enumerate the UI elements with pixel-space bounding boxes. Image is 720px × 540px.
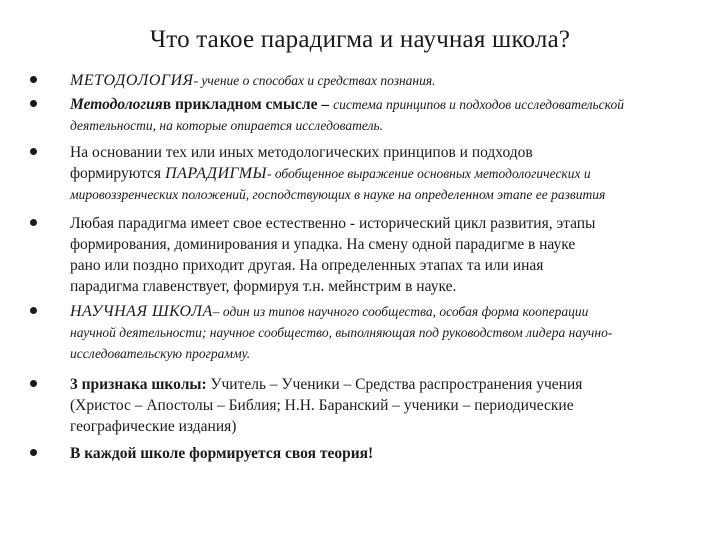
definition-text: исследовательскую программу. <box>70 346 251 361</box>
term-scientific-school: НАУЧНАЯ ШКОЛА <box>70 303 213 320</box>
list-item <box>0 374 720 437</box>
definition-text: научной деятельности; научное сообщество, выполняющая под руководством лидера научно- <box>70 325 613 340</box>
list-item <box>0 301 720 364</box>
bullet-icon <box>30 449 37 456</box>
bullet-list <box>0 70 720 464</box>
term-methodology: МЕТОДОЛОГИЯ <box>70 72 194 89</box>
bullet-icon <box>30 380 37 387</box>
list-item <box>0 443 720 464</box>
school-signs-label: 3 признака школы: <box>70 376 207 393</box>
paragraph-text: формируются <box>70 165 162 182</box>
term-methodology-applied: Методология <box>70 96 163 113</box>
definition-text: - учение о способах и средствах познания. <box>193 73 436 88</box>
definition-text: деятельности, на которые опирается исследователь. <box>70 118 383 133</box>
term-paradigms: ПАРАДИГМЫ <box>165 165 267 182</box>
list-item <box>0 142 720 205</box>
paragraph-line: формирования, доминирования и упадка. На смену одной парадигме в науке <box>70 236 576 253</box>
paragraph-line: Любая парадигма имеет свое естественно - исторический цикл развития, этапы <box>70 215 596 232</box>
bullet-icon <box>30 76 37 83</box>
list-item <box>0 213 720 297</box>
definition-text: мировоззренческих положений, господствующих в науке на определенном этапе ее развития <box>70 187 606 202</box>
paragraph-line: географические издания) <box>70 418 237 435</box>
paragraph-line: На основании тех или иных методологических принципов и подходов <box>70 144 533 161</box>
definition-text: система принципов и подходов исследовательской <box>333 97 624 112</box>
conclusion-text: В каждой школе формируется своя теория! <box>70 445 374 462</box>
definition-text: - обобщенное выражение основных методологических и <box>266 166 591 181</box>
bullet-icon <box>30 307 37 314</box>
paragraph-line: (Христос – Апостолы – Библия; Н.Н. Баранский – ученики – периодические <box>70 397 574 414</box>
list-item <box>0 94 720 136</box>
paragraph-text: Учитель – Ученики – Средства распространения учения <box>206 376 583 393</box>
bullet-icon <box>30 100 37 107</box>
bullet-icon <box>30 148 37 155</box>
slide-title: Что такое парадигма и научная школа? <box>149 26 571 53</box>
paragraph-line: рано или поздно приходит другая. На определенных этапах та или иная <box>70 257 544 274</box>
applied-sense-text: в прикладном смысле – <box>162 96 330 113</box>
bullet-icon <box>30 219 37 226</box>
paragraph-line: парадигма главенствует, формируя т.н. мейнстрим в науке. <box>70 278 457 295</box>
definition-text: – один из типов научного сообщества, особая форма кооперации <box>212 304 589 319</box>
list-item <box>0 70 720 91</box>
